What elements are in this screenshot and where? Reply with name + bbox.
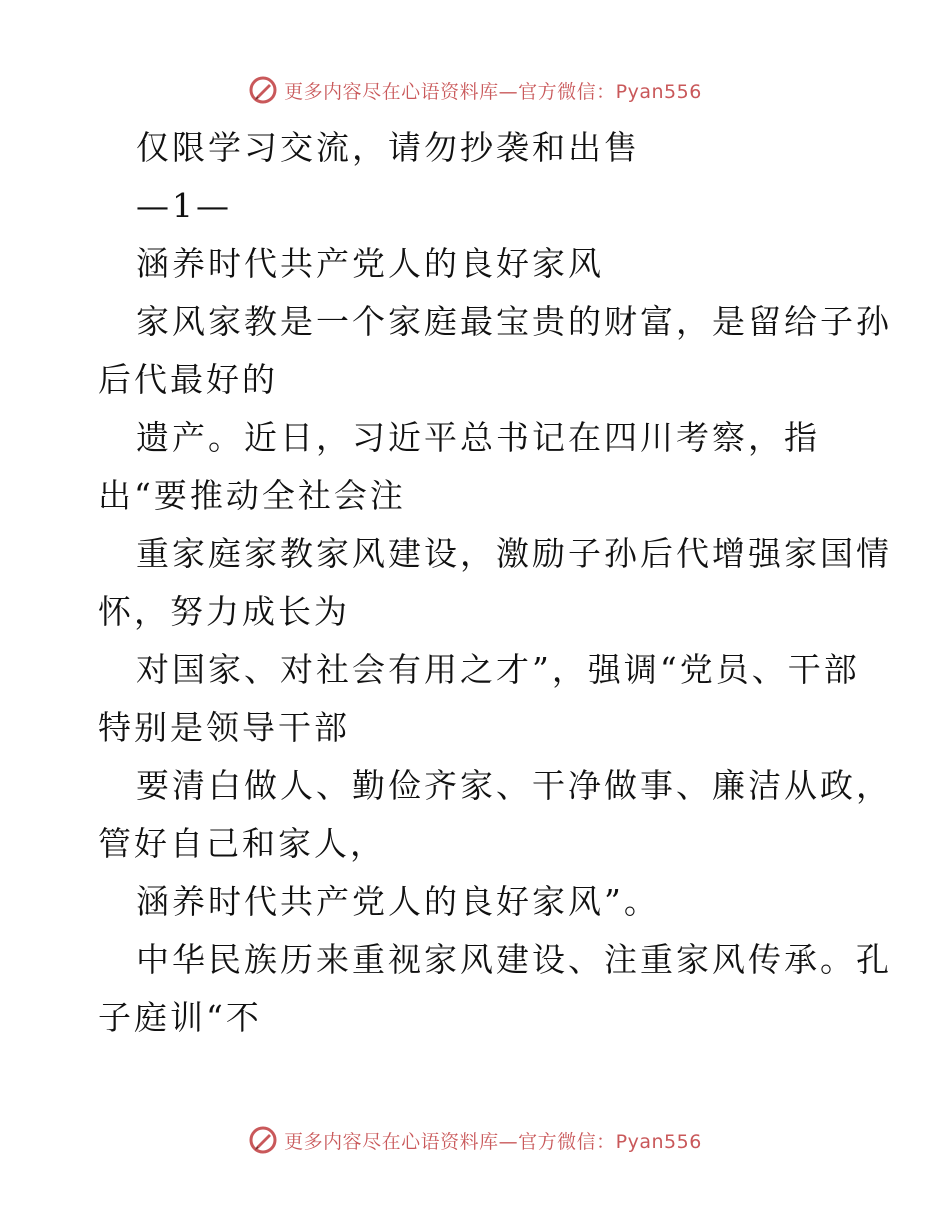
paragraph-line: 中华民族历来重视家风建设、注重家风传承。孔 (136, 940, 892, 979)
article-title: 涵养时代共产党人的良好家风 (136, 244, 604, 283)
paragraph-line: 特别是领导干部 (98, 708, 350, 747)
pen-circle-logo-icon (248, 75, 278, 105)
paragraph-line: 要清白做人、勤俭齐家、干净做事、廉洁从政， (136, 766, 892, 805)
paragraph-line: 遗产。近日，习近平总书记在四川考察，指 (136, 418, 820, 457)
pen-circle-logo-icon (248, 1125, 278, 1155)
paragraph-line: 对国家、对社会有用之才”，强调“党员、干部 (136, 650, 860, 689)
paragraph-line: 管好自己和家人， (98, 824, 386, 863)
paragraph-line: 后代最好的 (98, 360, 278, 399)
header-banner (0, 70, 950, 110)
page-number: —1— (136, 186, 232, 225)
header-banner-text: 更多内容尽在心语资料库—官方微信：Pyan556 (284, 80, 702, 103)
paragraph-line: 家风家教是一个家庭最宝贵的财富，是留给子孙 (136, 302, 892, 341)
paragraph-line: 涵养时代共产党人的良好家风”。 (136, 882, 660, 921)
footer-banner (0, 1120, 950, 1160)
paragraph-line: 出“要推动全社会注 (98, 476, 406, 515)
paragraph-line: 重家庭家教家风建设，激励子孙后代增强家国情 (136, 534, 892, 573)
notice-line: 仅限学习交流，请勿抄袭和出售 (136, 128, 640, 167)
paragraph-line: 怀，努力成长为 (98, 592, 350, 631)
footer-banner-text: 更多内容尽在心语资料库—官方微信：Pyan556 (284, 1130, 702, 1153)
paragraph-line: 子庭训“不 (98, 998, 262, 1037)
